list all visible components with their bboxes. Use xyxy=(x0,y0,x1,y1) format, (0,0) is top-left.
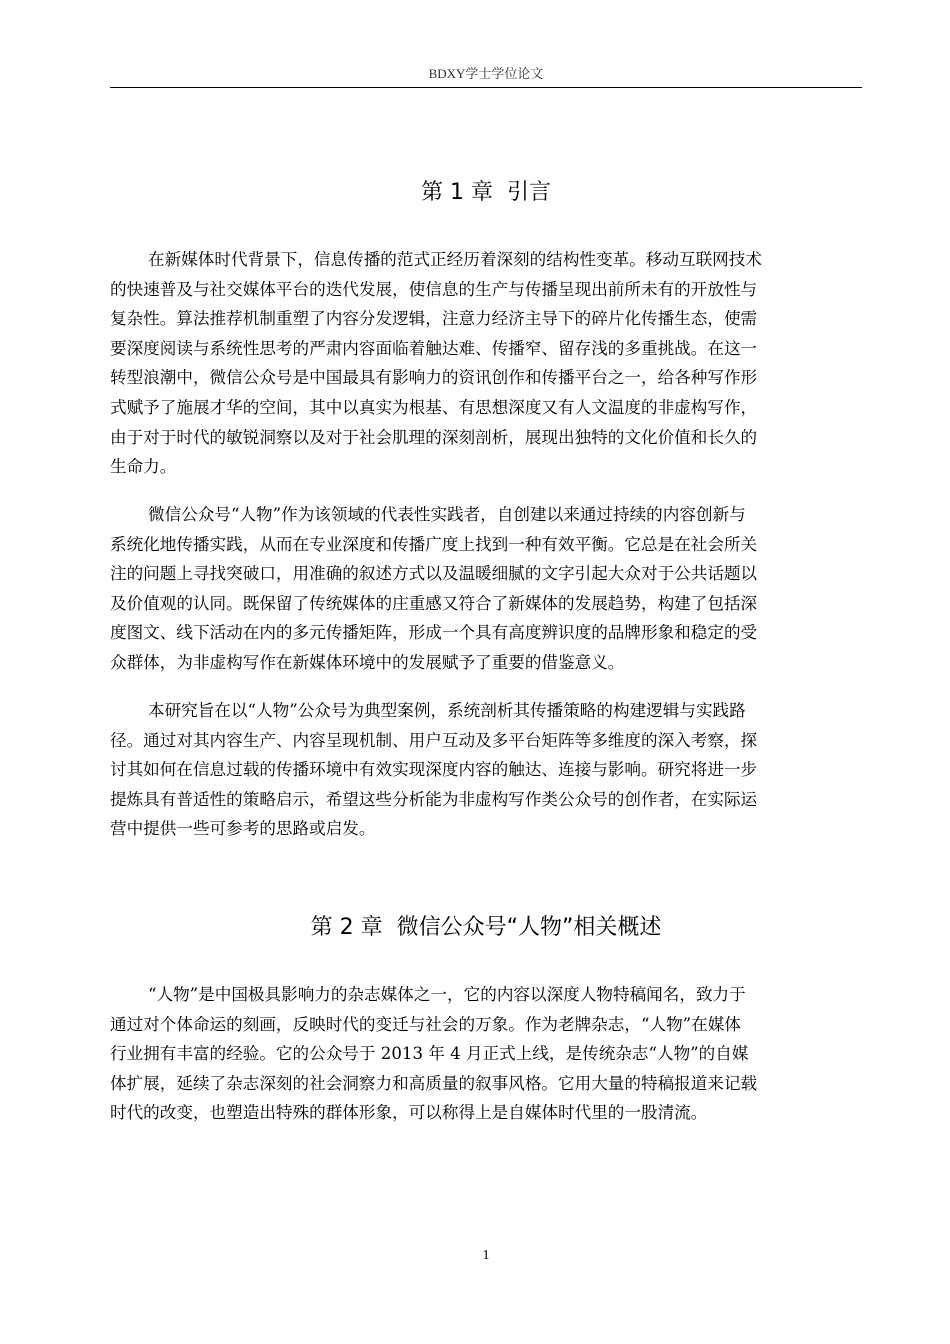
text-line: 式赋予了施展才华的空间，其中以真实为根基、有思想深度又有人文温度的非虚构写作， xyxy=(110,397,758,417)
text-line: 行业拥有丰富的经验。它的公众号于 2013 年 4 月正式上线，是传统杂志“人物”的自媒 xyxy=(110,1044,749,1064)
text-line: 径。通过对其内容生产、内容呈现机制、用户互动及多平台矩阵等多维度的深入考察，探 xyxy=(110,730,758,750)
page-number: 1 xyxy=(482,1248,490,1263)
text-line: 度图文、线下活动在内的多元传播矩阵，形成一个具有高度辨识度的品牌形象和稳定的受 xyxy=(110,623,758,643)
text-line: 提炼具有普适性的策略启示，希望这些分析能为非虚构写作类公众号的创作者，在实际运 xyxy=(110,789,758,809)
text-line: 本研究旨在以“人物”公众号为典型案例，系统剖析其传播策略的构建逻辑与实践路 xyxy=(148,701,746,720)
text-line: 通过对个体命运的刻画，反映时代的变迁与社会的万象。作为老牌杂志，“人物”在媒体 xyxy=(110,1014,741,1034)
text-line: 系统化地传播实践，从而在专业深度和传播广度上找到一种有效平衡。它总是在社会所关 xyxy=(110,534,758,554)
chapter-1-title: 引言 xyxy=(506,180,551,205)
text-line: “人物”是中国极具影响力的杂志媒体之一，它的内容以深度人物特稿闻名，致力于 xyxy=(148,985,746,1004)
chapter-2-number: 第 2 章 xyxy=(310,915,383,940)
running-header: BDXY学士学位论文 xyxy=(428,66,544,81)
text-line: 的快速普及与社交媒体平台的迭代发展，使信息的生产与传播呈现出前所未有的开放性与 xyxy=(110,279,758,299)
chapter-1-heading xyxy=(110,178,862,208)
header-rule xyxy=(110,87,862,88)
text-line: 讨其如何在信息过载的传播环境中有效实现深度内容的触达、连接与影响。研究将进一步 xyxy=(110,760,758,780)
text-line: 众群体，为非虚构写作在新媒体环境中的发展赋予了重要的借鉴意义。 xyxy=(110,652,625,672)
text-line: 注的问题上寻找突破口，用准确的叙述方式以及温暖细腻的文字引起大众对于公共话题以 xyxy=(110,564,758,584)
text-line: 在新媒体时代背景下，信息传播的范式正经历着深刻的结构性变革。移动互联网技术 xyxy=(148,250,762,269)
chapter-2-heading xyxy=(110,913,862,943)
text-line: 生命力。 xyxy=(110,457,177,477)
text-line: 由于对于时代的敏锐洞察以及对于社会肌理的深刻剖析，展现出独特的文化价值和长久的 xyxy=(110,427,758,447)
text-line: 及价值观的认同。既保留了传统媒体的庄重感又符合了新媒体的发展趋势，构建了包括深 xyxy=(110,593,758,613)
chapter-1-paragraph-2 xyxy=(110,500,862,678)
chapter-1-number: 第 1 章 xyxy=(421,180,493,205)
text-line: 体扩展，延续了杂志深刻的社会洞察力和高质量的叙事风格。它用大量的特稿报道来记载 xyxy=(110,1073,758,1093)
text-line: 营中提供一些可参考的思路或启发。 xyxy=(110,819,376,839)
text-line: 要深度阅读与系统性思考的严肃内容面临着触达难、传播窄、留存浅的多重挑战。在这一 xyxy=(110,338,758,358)
chapter-1-paragraph-1 xyxy=(110,245,862,482)
chapter-2-paragraph-1 xyxy=(110,980,862,1128)
chapter-1-paragraph-3 xyxy=(110,696,862,844)
text-line: 时代的改变，也塑造出特殊的群体形象，可以称得上是自媒体时代里的一股清流。 xyxy=(110,1103,708,1123)
text-line: 转型浪潮中，微信公众号是中国最具有影响力的资讯创作和传播平台之一，给各种写作形 xyxy=(110,368,758,388)
text-line: 复杂性。算法推荐机制重塑了内容分发逻辑，注意力经济主导下的碎片化传播生态，使需 xyxy=(110,309,758,329)
chapter-2-title: 微信公众号“人物”相关概述 xyxy=(396,915,662,940)
text-line: 微信公众号“人物”作为该领域的代表性实践者，自创建以来通过持续的内容创新与 xyxy=(148,505,746,524)
